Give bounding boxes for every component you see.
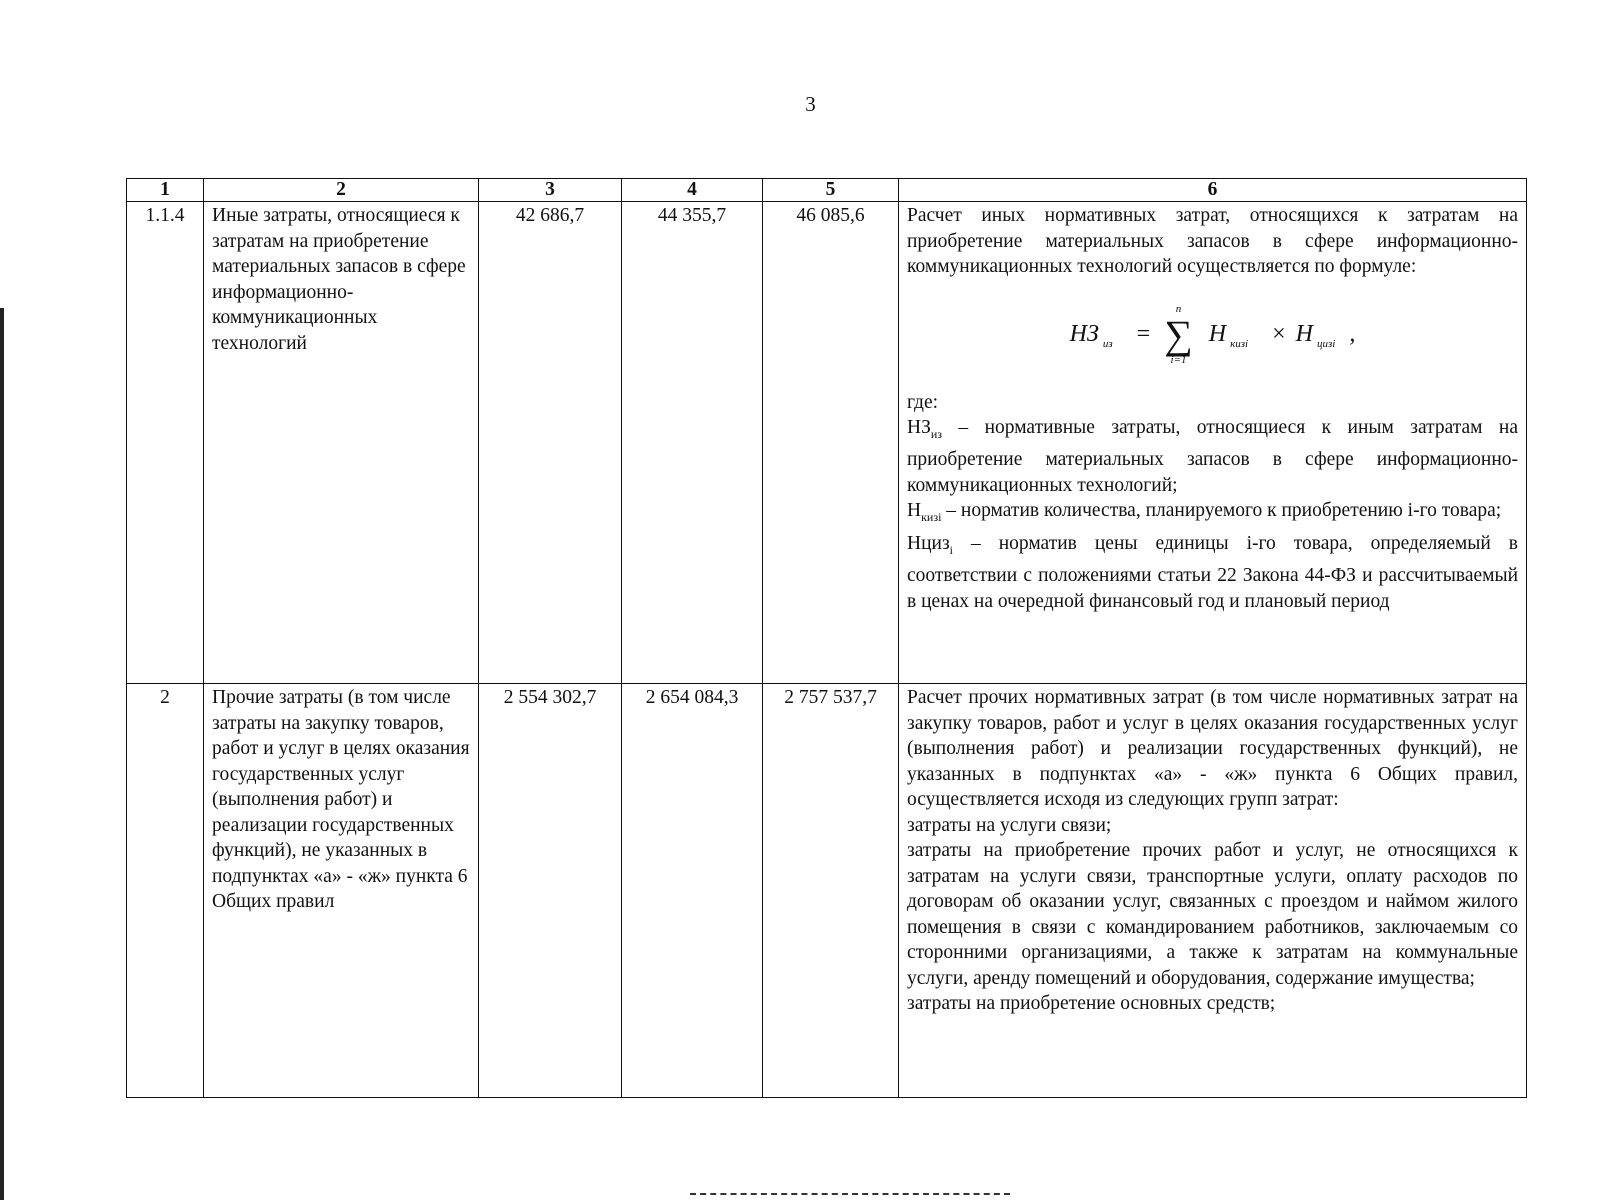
value-year-3: 46 085,6 (763, 202, 899, 684)
description-paragraph-3: затраты на приобретение прочих работ и услуг, не относящихся к затратам на услуги связи, транспортные услуги, оплату расходов по договорам об оказании услуг, связанных с проездом и наймом жилого помещения в связи с командированием работников, заключаемым со сторонними организациями, а также к затратам на коммунальные услуги, аренду помещений и оборудования, содержание имущества; (907, 840, 1518, 989)
page-number: 3 (805, 92, 816, 116)
row-number: 2 (127, 684, 204, 1098)
calculation-description (899, 684, 1527, 1098)
def-2-text: – норматив количества, планируемого к приобретению i-го товара; (941, 500, 1502, 522)
sum-upper-limit: n (1175, 302, 1182, 315)
description-paragraph-4: затраты на приобретение основных средств; (907, 993, 1276, 1014)
def-1-symbol: НЗ (907, 417, 931, 438)
col-header-1: 1 (127, 179, 204, 202)
cost-name: Прочие затраты (в том числе затраты на закупку товаров, работ и услуг в целях оказания государственных услуг (выполнения работ) и реализации государственных функций), не указанных в подпунктах «а» - «ж» пункта 6 Общих правил (204, 684, 479, 1098)
formula-lhs: НЗ (1069, 320, 1099, 347)
table-row (127, 202, 1527, 684)
col-header-2: 2 (204, 179, 479, 202)
col-header-4: 4 (622, 179, 763, 202)
table-header-row (127, 179, 1527, 202)
formula-term-1-sub: кизi (1230, 337, 1249, 350)
description-paragraph-2: затраты на услуги связи; (907, 814, 1112, 836)
def-1-text: – нормативные затраты, относящиеся к иным затратам на приобретение материальных запасов в сфере информационно-коммуникационных технологий; (907, 417, 1518, 496)
calculation-description (899, 202, 1527, 684)
cost-table (126, 178, 1527, 1098)
def-1-sub: из (930, 426, 943, 441)
formula-equals: = (1136, 320, 1151, 347)
formula-end: , (1349, 320, 1356, 347)
formula-term-2-sub: цизi (1316, 337, 1336, 350)
definition-1 (907, 415, 1518, 498)
where-label: где: (907, 391, 939, 413)
cost-name: Иные затраты, относящиеся к затратам на приобретение материальных запасов в сфере информационно-коммуникационных технологий (204, 202, 479, 684)
definition-3 (907, 531, 1518, 614)
formula-term-1: Н (1208, 320, 1227, 347)
value-year-1: 42 686,7 (479, 202, 622, 684)
sum-symbol (1164, 304, 1193, 366)
sigma-icon: ∑ (1164, 311, 1193, 357)
row-number: 1.1.4 (127, 202, 204, 684)
formula-lhs-sub: из (1102, 337, 1113, 350)
value-year-1: 2 554 302,7 (479, 684, 622, 1098)
formula (907, 280, 1518, 390)
def-3-sub: i (949, 542, 953, 557)
def-3-symbol: Нциз (907, 532, 950, 554)
description-intro: Расчет иных нормативных затрат, относящихся к затратам на приобретение материальных запасов в сфере информационно-коммуникационных технологий осуществляется по формуле: (907, 205, 1518, 277)
table-row (127, 684, 1527, 1098)
sum-lower-limit: i=1 (1170, 353, 1187, 366)
def-3-text: – норматив цены единицы i-го товара, определяемый в соответствии с положениями статьи 22 Закона 44-ФЗ и рассчитываемый в ценах на очередной финансовый год и плановый период (907, 532, 1518, 612)
col-header-3: 3 (479, 179, 622, 202)
formula-term-2: Н (1295, 320, 1313, 347)
formula-times: × (1272, 320, 1286, 347)
page-bottom-mark (690, 1193, 1010, 1198)
definition-2 (907, 498, 1518, 530)
def-2-sub: кизi (921, 510, 942, 525)
col-header-5: 5 (763, 179, 899, 202)
description-paragraph-1: Расчет прочих нормативных затрат (в том числе нормативных затрат на закупку товаров, работ и услуг в целях оказания государственных услуг (выполнения работ) и реализации государственных функций), не указанных в подпунктах «а» - «ж» пункта 6 Общих правил, осуществляется исходя из следующих групп затрат: (907, 687, 1518, 810)
col-header-6: 6 (899, 179, 1527, 202)
value-year-3: 2 757 537,7 (763, 684, 899, 1098)
value-year-2: 2 654 084,3 (622, 684, 763, 1098)
def-2-symbol: Н (907, 500, 922, 522)
value-year-2: 44 355,7 (622, 202, 763, 684)
scan-edge (0, 308, 4, 1200)
